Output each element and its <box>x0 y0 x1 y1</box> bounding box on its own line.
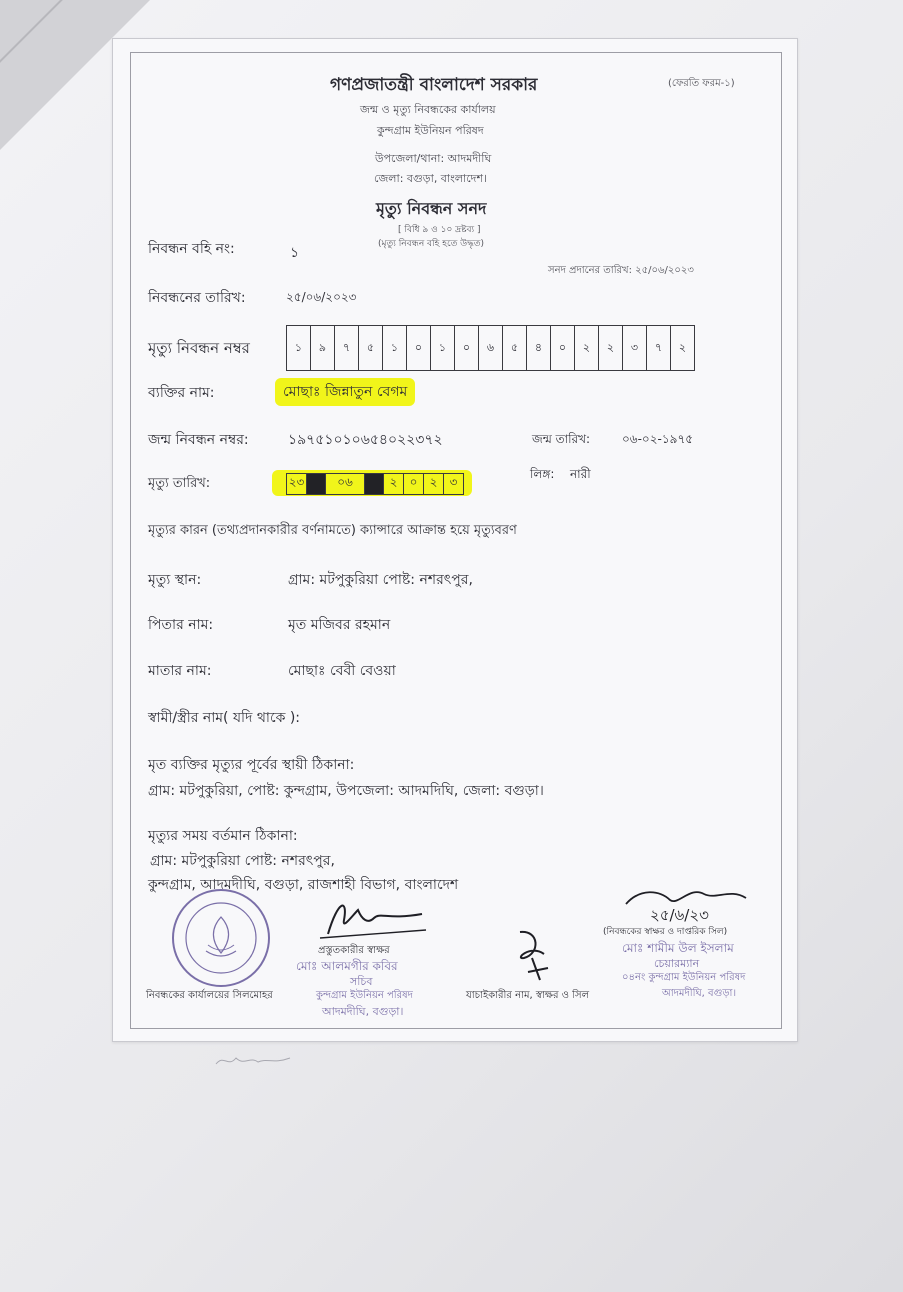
issue-date: সনদ প্রদানের তারিখ: ২৫/০৬/২০২৩ <box>548 265 694 276</box>
date-separator <box>365 474 384 494</box>
union-round-seal <box>170 887 272 989</box>
death-year-digit: ৩ <box>449 475 458 489</box>
current-address-line1: গ্রাম: মটপুকুরিয়া পোষ্ট: নশরৎপুর, <box>150 853 335 869</box>
death-day: ২৩ <box>287 474 307 494</box>
mother-name-label: মাতার নাম: <box>148 663 212 679</box>
death-month: ০৬ <box>326 474 365 494</box>
person-name-label: ব্যক্তির নাম: <box>148 385 215 401</box>
reg-digit: ২ <box>678 340 687 354</box>
death-year-digit: ০ <box>404 474 424 494</box>
reg-digit: ২ <box>599 326 623 370</box>
death-place-value: গ্রাম: মটপুকুরিয়া পোষ্ট: নশরৎপুর, <box>288 572 473 588</box>
permanent-address-value: গ্রাম: মটপুকুরিয়া, পোষ্ট: কুন্দগ্রাম, উপজেলা: আদমদিঘি, জেলা: বগুড়া। <box>148 783 544 799</box>
reg-digit: ৫ <box>503 326 527 370</box>
reg-digit: ১ <box>431 326 455 370</box>
preparer-signature <box>318 890 428 942</box>
upazila-line: উপজেলা/থানা: আদমদীঘি <box>375 152 492 165</box>
gender-label: লিঙ্গ: <box>530 467 555 481</box>
death-reg-no-label: মৃত্যু নিবন্ধন নম্বর <box>148 339 250 357</box>
reg-digit: ৯ <box>311 326 335 370</box>
registrar-office: ০৪নং কুন্দগ্রাম ইউনিয়ন পরিষদ <box>622 972 746 983</box>
birth-reg-no-value: ১৯৭৫১০১০৬৫৪০২২৩৭২ <box>288 432 443 448</box>
preparer-office: কুন্দগ্রাম ইউনিয়ন পরিষদ <box>316 990 413 1001</box>
death-year-digit: ২ <box>384 474 404 494</box>
preparer-title: সচিব <box>350 975 373 988</box>
reg-digit: ১ <box>287 326 311 370</box>
preparer-name: মোঃ আলমগীর কবির <box>296 959 398 973</box>
registration-date-label: নিবন্ধনের তারিখ: <box>148 290 246 306</box>
birth-date-label: জন্ম তারিখ: <box>532 432 591 446</box>
reg-digit: ৫ <box>359 326 383 370</box>
reg-digit: ০ <box>455 326 479 370</box>
verifier-label: যাচাইকারীর নাম, স্বাক্ষর ও সিল <box>466 990 590 1001</box>
registrar-place: আদমদীঘি, বগুড়া। <box>662 988 737 999</box>
birth-reg-no-label: জন্ম নিবন্ধন নম্বর: <box>148 432 249 448</box>
reg-digit: ৪ <box>527 326 551 370</box>
birth-date-value: ০৬-০২-১৯৭৫ <box>622 432 694 446</box>
registration-date-value: ২৫/০৬/২০২৩ <box>286 290 357 304</box>
reg-digit: ২ <box>575 326 599 370</box>
person-name-value: মোছাঃ জিন্নাতুন বেগম <box>275 378 415 406</box>
reg-digit: ০ <box>407 326 431 370</box>
death-cause: মৃত্যুর কারন (তথ্যপ্রদানকারীর বর্ণনামতে) ক্যান্সারে আক্রান্ত হয়ে মৃত্যুবরণ <box>148 523 517 538</box>
register-book-label: নিবন্ধন বহি নং: <box>148 241 235 257</box>
reg-digit: ৭ <box>647 326 671 370</box>
father-name-value: মৃত মজিবর রহমান <box>288 617 391 633</box>
register-book-value: ১ <box>290 245 300 261</box>
preparer-label: প্রস্তুতকারীর স্বাক্ষর <box>318 945 390 956</box>
date-separator <box>307 474 326 494</box>
reg-digit: ১ <box>383 326 407 370</box>
reg-digit: ৭ <box>335 326 359 370</box>
permanent-address-label: মৃত ব্যক্তির মৃত্যুর পূর্বের স্থায়ী ঠিকানা: <box>148 757 355 773</box>
rule-reference: [ বিধি ৯ ও ১০ দ্রষ্টব্য ] <box>398 225 481 235</box>
government-title: গণপ্রজাতন্ত্রী বাংলাদেশ সরকার <box>330 75 538 95</box>
office-name: জন্ম ও মৃত্যু নিবন্ধকের কার্যালয় <box>360 103 496 116</box>
current-address-line2: কুন্দগ্রাম, আদমদীঘি, বগুড়া, রাজশাহী বিভাগ, বাংলাদেশ <box>148 877 459 893</box>
father-name-label: পিতার নাম: <box>148 617 214 633</box>
registrar-date: ২৫/৬/২৩ <box>650 906 709 924</box>
registrar-label: (নিবন্ধকের স্বাক্ষর ও দাপ্তরিক সিল) <box>603 927 728 937</box>
registrar-name: মোঃ শামীম উল ইসলাম <box>622 941 734 955</box>
preparer-place: আদমদীঘি, বগুড়া। <box>322 1005 404 1018</box>
reg-digit: ৩ <box>623 326 647 370</box>
registrar-title: চেয়ারম্যান <box>654 957 700 970</box>
source-note: (মৃত্যু নিবন্ধন বহি হতে উদ্ধৃত) <box>378 239 485 249</box>
pencil-scribble <box>214 1050 294 1070</box>
death-date-boxes <box>286 473 464 495</box>
death-year-digit: ২ <box>424 474 444 494</box>
gender-value: নারী <box>570 467 591 481</box>
reg-digit: ৬ <box>479 326 503 370</box>
death-date-label: মৃত্যু তারিখ: <box>148 476 211 491</box>
spouse-name-label: স্বামী/স্ত্রীর নাম( যদি থাকে ): <box>148 710 301 726</box>
death-reg-no-boxes <box>286 325 695 371</box>
office-seal-label: নিবন্ধকের কার্যালয়ের সিলমোহর <box>146 990 273 1001</box>
mother-name-value: মোছাঃ বেবী বেওয়া <box>288 663 396 679</box>
verifier-signature <box>510 924 560 984</box>
death-place-label: মৃত্যু স্থান: <box>148 572 202 588</box>
reg-digit: ০ <box>551 326 575 370</box>
current-address-label: মৃত্যুর সময় বর্তমান ঠিকানা: <box>148 828 298 844</box>
union-name: কুন্দগ্রাম ইউনিয়ন পরিষদ <box>377 124 484 137</box>
certificate-title: মৃত্যু নিবন্ধন সনদ <box>376 199 487 218</box>
form-number: (ফেরতি ফরম-১) <box>668 78 735 89</box>
district-line: জেলা: বগুড়া, বাংলাদেশ। <box>374 172 487 185</box>
